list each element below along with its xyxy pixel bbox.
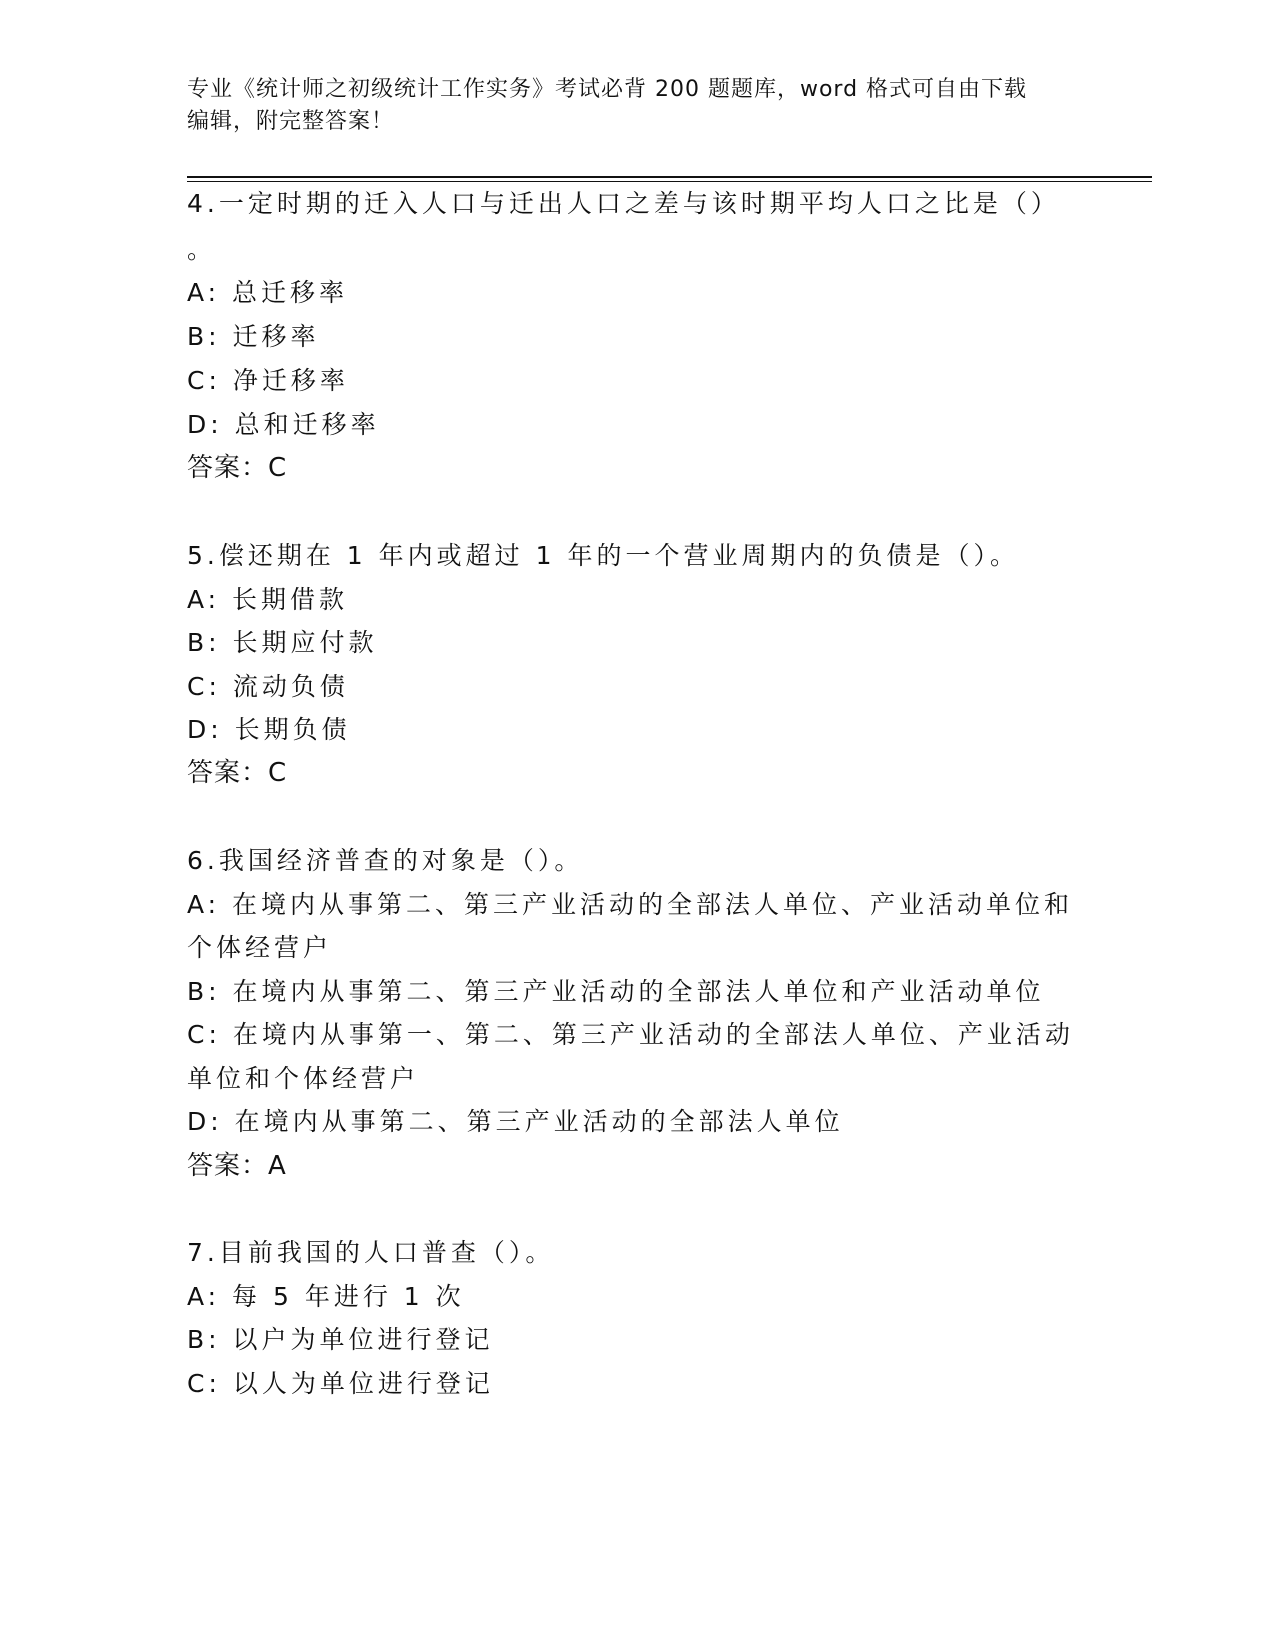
question-5-option-b: B: 长期应付款 — [187, 628, 378, 657]
question-4-stem-line-1: 4.一定时期的迁入人口与迁出人口之差与该时期平均人口之比是（） — [187, 189, 1060, 218]
question-7-option-b: B: 以户为单位进行登记 — [187, 1325, 494, 1354]
question-4-option-a: A: 总迁移率 — [187, 278, 349, 307]
question-5-option-d: D: 长期负债 — [187, 715, 351, 744]
question-6-option-b: B: 在境内从事第二、第三产业活动的全部法人单位和产业活动单位 — [187, 977, 1045, 1006]
question-6-option-c-line-2: 单位和个体经营户 — [187, 1064, 420, 1093]
header-line-2: 编辑，附完整答案！ — [187, 109, 395, 134]
question-6-option-a-line-2: 个体经营户 — [187, 933, 333, 962]
question-5-answer: 答案：C — [187, 758, 288, 788]
question-6-option-d: D: 在境内从事第二、第三产业活动的全部法人单位 — [187, 1107, 844, 1136]
question-7-option-c: C: 以人为单位进行登记 — [187, 1369, 494, 1398]
header-divider-thin — [187, 181, 1152, 182]
question-4-option-c: C: 净迁移率 — [187, 366, 349, 395]
question-7-stem: 7.目前我国的人口普查（）。 — [187, 1238, 555, 1267]
question-6-option-a-line-1: A: 在境内从事第二、第三产业活动的全部法人单位、产业活动单位和 — [187, 890, 1074, 919]
header-line-1: 专业《统计师之初级统计工作实务》考试必背 200 题题库，word 格式可自由下载 — [187, 77, 1028, 102]
question-4-answer: 答案：C — [187, 453, 288, 483]
question-5-option-c: C: 流动负债 — [187, 672, 349, 701]
header-divider-thick — [187, 176, 1152, 178]
question-4-option-d: D: 总和迁移率 — [187, 410, 380, 439]
document-header — [187, 74, 1067, 138]
question-4-option-b: B: 迁移率 — [187, 322, 320, 351]
question-7-option-a: A: 每 5 年进行 1 次 — [187, 1282, 465, 1311]
question-4-stem-line-2: 。 — [187, 235, 217, 264]
question-5-option-a: A: 长期借款 — [187, 585, 349, 614]
question-6-stem: 6.我国经济普查的对象是（）。 — [187, 846, 584, 875]
question-5-stem: 5.偿还期在 1 年内或超过 1 年的一个营业周期内的负债是（）。 — [187, 541, 1019, 570]
question-6-answer: 答案：A — [187, 1151, 287, 1181]
question-6-option-c-line-1: C: 在境内从事第一、第二、第三产业活动的全部法人单位、产业活动 — [187, 1020, 1074, 1049]
